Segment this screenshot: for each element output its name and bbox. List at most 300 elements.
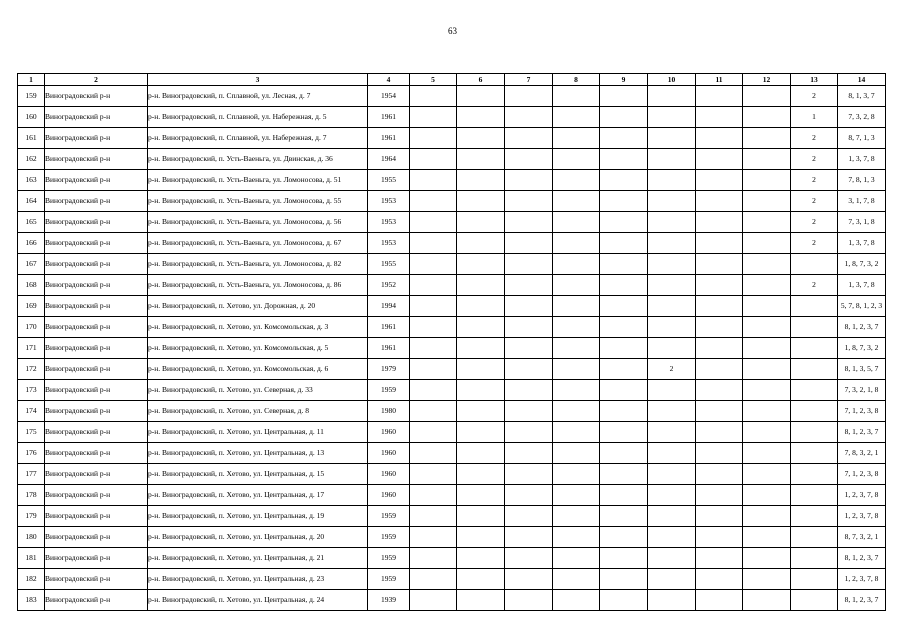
col14-cell: 7, 3, 2, 8: [838, 107, 886, 128]
empty-cell-6: [457, 338, 505, 359]
empty-cell-5: [410, 191, 457, 212]
column-header-6: 6: [457, 74, 505, 86]
empty-cell-5: [410, 422, 457, 443]
empty-cell-11: [696, 296, 743, 317]
empty-cell-6: [457, 170, 505, 191]
empty-cell-11: [696, 443, 743, 464]
empty-cell-9: [600, 548, 648, 569]
address-cell: р-н. Виноградовский, п. Хетово, ул. Центральная, д. 20: [148, 527, 368, 548]
empty-cell-9: [600, 380, 648, 401]
year-cell: 1994: [368, 296, 410, 317]
col14-cell: 8, 1, 3, 7: [838, 86, 886, 107]
empty-cell-5: [410, 149, 457, 170]
col13-cell: [791, 296, 838, 317]
year-cell: 1955: [368, 254, 410, 275]
district-cell: Виноградовский р-н: [45, 212, 148, 233]
table-row: [18, 527, 886, 548]
district-cell: Виноградовский р-н: [45, 86, 148, 107]
empty-cell-7: [505, 296, 553, 317]
year-cell: 1953: [368, 233, 410, 254]
empty-cell-5: [410, 338, 457, 359]
empty-cell-7: [505, 254, 553, 275]
empty-cell-6: [457, 317, 505, 338]
empty-cell-11: [696, 233, 743, 254]
empty-cell-11: [696, 128, 743, 149]
col14-cell: 1, 3, 7, 8: [838, 233, 886, 254]
row-number-cell: 164: [18, 191, 45, 212]
empty-cell-8: [553, 527, 600, 548]
empty-cell-11: [696, 149, 743, 170]
column-header-13: 13: [791, 74, 838, 86]
address-cell: р-н. Виноградовский, п. Усть-Ваеньга, ул. Ломоносова, д. 55: [148, 191, 368, 212]
year-cell: 1959: [368, 380, 410, 401]
column-header-2: 2: [45, 74, 148, 86]
col10-cell: [648, 548, 696, 569]
row-number-cell: 183: [18, 590, 45, 611]
empty-cell-7: [505, 569, 553, 590]
col10-cell: [648, 107, 696, 128]
empty-cell-8: [553, 107, 600, 128]
empty-cell-6: [457, 569, 505, 590]
row-number-cell: 165: [18, 212, 45, 233]
district-cell: Виноградовский р-н: [45, 359, 148, 380]
year-cell: 1954: [368, 86, 410, 107]
empty-cell-6: [457, 128, 505, 149]
empty-cell-12: [743, 86, 791, 107]
district-cell: Виноградовский р-н: [45, 380, 148, 401]
empty-cell-11: [696, 170, 743, 191]
empty-cell-8: [553, 464, 600, 485]
col10-cell: [648, 128, 696, 149]
empty-cell-6: [457, 359, 505, 380]
column-header-14: 14: [838, 74, 886, 86]
district-cell: Виноградовский р-н: [45, 548, 148, 569]
empty-cell-12: [743, 107, 791, 128]
district-cell: Виноградовский р-н: [45, 338, 148, 359]
empty-cell-9: [600, 233, 648, 254]
district-cell: Виноградовский р-н: [45, 527, 148, 548]
empty-cell-12: [743, 506, 791, 527]
address-cell: р-н. Виноградовский, п. Хетово, ул. Северная, д. 33: [148, 380, 368, 401]
empty-cell-8: [553, 422, 600, 443]
col13-cell: 1: [791, 107, 838, 128]
empty-cell-5: [410, 107, 457, 128]
column-header-11: 11: [696, 74, 743, 86]
empty-cell-6: [457, 527, 505, 548]
table-row: [18, 170, 886, 191]
year-cell: 1960: [368, 422, 410, 443]
row-number-cell: 182: [18, 569, 45, 590]
col10-cell: [648, 170, 696, 191]
empty-cell-7: [505, 380, 553, 401]
empty-cell-11: [696, 275, 743, 296]
empty-cell-12: [743, 254, 791, 275]
col10-cell: [648, 401, 696, 422]
empty-cell-9: [600, 338, 648, 359]
empty-cell-6: [457, 464, 505, 485]
empty-cell-8: [553, 485, 600, 506]
year-cell: 1961: [368, 128, 410, 149]
empty-cell-12: [743, 527, 791, 548]
address-cell: р-н. Виноградовский, п. Хетово, ул. Центральная, д. 24: [148, 590, 368, 611]
year-cell: 1959: [368, 569, 410, 590]
district-cell: Виноградовский р-н: [45, 506, 148, 527]
empty-cell-5: [410, 527, 457, 548]
address-cell: р-н. Виноградовский, п. Хетово, ул. Северная, д. 8: [148, 401, 368, 422]
address-cell: р-н. Виноградовский, п. Сплавной, ул. Набережная, д. 5: [148, 107, 368, 128]
empty-cell-9: [600, 107, 648, 128]
empty-cell-12: [743, 149, 791, 170]
address-cell: р-н. Виноградовский, п. Хетово, ул. Центральная, д. 17: [148, 485, 368, 506]
empty-cell-7: [505, 317, 553, 338]
column-header-4: 4: [368, 74, 410, 86]
year-cell: 1959: [368, 527, 410, 548]
col14-cell: 8, 1, 2, 3, 7: [838, 590, 886, 611]
empty-cell-7: [505, 86, 553, 107]
col13-cell: [791, 443, 838, 464]
empty-cell-6: [457, 401, 505, 422]
col10-cell: [648, 149, 696, 170]
address-cell: р-н. Виноградовский, п. Усть-Ваеньга, ул. Ломоносова, д. 51: [148, 170, 368, 191]
empty-cell-8: [553, 233, 600, 254]
empty-cell-6: [457, 548, 505, 569]
empty-cell-11: [696, 401, 743, 422]
empty-cell-5: [410, 380, 457, 401]
col14-cell: 3, 1, 7, 8: [838, 191, 886, 212]
address-cell: р-н. Виноградовский, п. Хетово, ул. Дорожная, д. 20: [148, 296, 368, 317]
empty-cell-6: [457, 86, 505, 107]
address-cell: р-н. Виноградовский, п. Хетово, ул. Центральная, д. 15: [148, 464, 368, 485]
empty-cell-9: [600, 485, 648, 506]
empty-cell-12: [743, 422, 791, 443]
empty-cell-12: [743, 275, 791, 296]
table-row: [18, 317, 886, 338]
empty-cell-6: [457, 233, 505, 254]
year-cell: 1960: [368, 464, 410, 485]
empty-cell-12: [743, 485, 791, 506]
year-cell: 1979: [368, 359, 410, 380]
year-cell: 1959: [368, 506, 410, 527]
col13-cell: [791, 338, 838, 359]
empty-cell-12: [743, 401, 791, 422]
address-cell: р-н. Виноградовский, п. Усть-Ваеньга, ул. Двинская, д. 36: [148, 149, 368, 170]
empty-cell-6: [457, 149, 505, 170]
column-header-12: 12: [743, 74, 791, 86]
empty-cell-11: [696, 590, 743, 611]
empty-cell-8: [553, 275, 600, 296]
row-number-cell: 174: [18, 401, 45, 422]
district-cell: Виноградовский р-н: [45, 422, 148, 443]
table-row: [18, 548, 886, 569]
col14-cell: 7, 3, 2, 1, 8: [838, 380, 886, 401]
col13-cell: [791, 527, 838, 548]
empty-cell-11: [696, 254, 743, 275]
col10-cell: 2: [648, 359, 696, 380]
empty-cell-12: [743, 128, 791, 149]
col10-cell: [648, 590, 696, 611]
empty-cell-7: [505, 443, 553, 464]
table-row: [18, 275, 886, 296]
col13-cell: 2: [791, 149, 838, 170]
housing-registry-table: [17, 73, 886, 611]
empty-cell-6: [457, 422, 505, 443]
year-cell: 1980: [368, 401, 410, 422]
col14-cell: 1, 8, 7, 3, 2: [838, 338, 886, 359]
district-cell: Виноградовский р-н: [45, 170, 148, 191]
district-cell: Виноградовский р-н: [45, 149, 148, 170]
empty-cell-8: [553, 401, 600, 422]
empty-cell-8: [553, 338, 600, 359]
empty-cell-9: [600, 212, 648, 233]
col10-cell: [648, 233, 696, 254]
empty-cell-11: [696, 338, 743, 359]
col14-cell: 8, 1, 3, 5, 7: [838, 359, 886, 380]
row-number-cell: 161: [18, 128, 45, 149]
col13-cell: [791, 359, 838, 380]
empty-cell-12: [743, 170, 791, 191]
table-row: [18, 149, 886, 170]
row-number-cell: 178: [18, 485, 45, 506]
col14-cell: 1, 3, 7, 8: [838, 149, 886, 170]
col14-cell: 7, 3, 1, 8: [838, 212, 886, 233]
empty-cell-12: [743, 548, 791, 569]
empty-cell-9: [600, 86, 648, 107]
year-cell: 1960: [368, 485, 410, 506]
col10-cell: [648, 569, 696, 590]
col10-cell: [648, 422, 696, 443]
empty-cell-7: [505, 506, 553, 527]
empty-cell-5: [410, 506, 457, 527]
district-cell: Виноградовский р-н: [45, 254, 148, 275]
empty-cell-7: [505, 128, 553, 149]
address-cell: р-н. Виноградовский, п. Хетово, ул. Центральная, д. 19: [148, 506, 368, 527]
empty-cell-7: [505, 233, 553, 254]
empty-cell-11: [696, 380, 743, 401]
empty-cell-12: [743, 296, 791, 317]
table-row: [18, 191, 886, 212]
address-cell: р-н. Виноградовский, п. Хетово, ул. Комсомольская, д. 6: [148, 359, 368, 380]
address-cell: р-н. Виноградовский, п. Хетово, ул. Центральная, д. 13: [148, 443, 368, 464]
row-number-cell: 159: [18, 86, 45, 107]
empty-cell-8: [553, 569, 600, 590]
col13-cell: [791, 485, 838, 506]
year-cell: 1953: [368, 191, 410, 212]
empty-cell-11: [696, 548, 743, 569]
empty-cell-8: [553, 443, 600, 464]
year-cell: 1955: [368, 170, 410, 191]
empty-cell-5: [410, 170, 457, 191]
row-number-cell: 160: [18, 107, 45, 128]
empty-cell-9: [600, 149, 648, 170]
table-row: [18, 86, 886, 107]
col10-cell: [648, 254, 696, 275]
empty-cell-7: [505, 170, 553, 191]
row-number-cell: 170: [18, 317, 45, 338]
empty-cell-11: [696, 212, 743, 233]
col10-cell: [648, 527, 696, 548]
district-cell: Виноградовский р-н: [45, 317, 148, 338]
address-cell: р-н. Виноградовский, п. Хетово, ул. Центральная, д. 23: [148, 569, 368, 590]
district-cell: Виноградовский р-н: [45, 443, 148, 464]
row-number-cell: 167: [18, 254, 45, 275]
empty-cell-5: [410, 254, 457, 275]
empty-cell-7: [505, 590, 553, 611]
empty-cell-6: [457, 443, 505, 464]
table-row: [18, 590, 886, 611]
empty-cell-11: [696, 191, 743, 212]
empty-cell-6: [457, 191, 505, 212]
empty-cell-12: [743, 590, 791, 611]
col13-cell: 2: [791, 233, 838, 254]
empty-cell-6: [457, 590, 505, 611]
district-cell: Виноградовский р-н: [45, 191, 148, 212]
empty-cell-8: [553, 128, 600, 149]
empty-cell-9: [600, 275, 648, 296]
col14-cell: 7, 1, 2, 3, 8: [838, 401, 886, 422]
col13-cell: [791, 569, 838, 590]
col10-cell: [648, 506, 696, 527]
address-cell: р-н. Виноградовский, п. Хетово, ул. Центральная, д. 11: [148, 422, 368, 443]
empty-cell-7: [505, 212, 553, 233]
year-cell: 1939: [368, 590, 410, 611]
table-row: [18, 422, 886, 443]
col14-cell: 7, 8, 3, 2, 1: [838, 443, 886, 464]
empty-cell-8: [553, 317, 600, 338]
empty-cell-8: [553, 212, 600, 233]
col14-cell: 7, 8, 1, 3: [838, 170, 886, 191]
empty-cell-5: [410, 128, 457, 149]
empty-cell-8: [553, 86, 600, 107]
empty-cell-6: [457, 275, 505, 296]
empty-cell-5: [410, 296, 457, 317]
empty-cell-7: [505, 527, 553, 548]
empty-cell-5: [410, 317, 457, 338]
empty-cell-7: [505, 401, 553, 422]
col10-cell: [648, 443, 696, 464]
col14-cell: 8, 1, 2, 3, 7: [838, 317, 886, 338]
table-row: [18, 107, 886, 128]
column-header-1: 1: [18, 74, 45, 86]
col13-cell: 2: [791, 191, 838, 212]
col14-cell: 1, 2, 3, 7, 8: [838, 569, 886, 590]
year-cell: 1953: [368, 212, 410, 233]
empty-cell-11: [696, 317, 743, 338]
empty-cell-11: [696, 86, 743, 107]
year-cell: 1964: [368, 149, 410, 170]
empty-cell-11: [696, 569, 743, 590]
empty-cell-7: [505, 338, 553, 359]
district-cell: Виноградовский р-н: [45, 569, 148, 590]
empty-cell-5: [410, 569, 457, 590]
empty-cell-9: [600, 296, 648, 317]
empty-cell-5: [410, 359, 457, 380]
table-row: [18, 296, 886, 317]
empty-cell-9: [600, 422, 648, 443]
address-cell: р-н. Виноградовский, п. Хетово, ул. Центральная, д. 21: [148, 548, 368, 569]
empty-cell-5: [410, 485, 457, 506]
empty-cell-11: [696, 359, 743, 380]
empty-cell-9: [600, 128, 648, 149]
row-number-cell: 175: [18, 422, 45, 443]
table-row: [18, 380, 886, 401]
year-cell: 1959: [368, 548, 410, 569]
empty-cell-9: [600, 191, 648, 212]
row-number-cell: 177: [18, 464, 45, 485]
district-cell: Виноградовский р-н: [45, 464, 148, 485]
table-body: [18, 86, 886, 611]
empty-cell-7: [505, 107, 553, 128]
col14-cell: 1, 2, 3, 7, 8: [838, 485, 886, 506]
empty-cell-12: [743, 233, 791, 254]
empty-cell-9: [600, 443, 648, 464]
address-cell: р-н. Виноградовский, п. Хетово, ул. Комсомольская, д. 3: [148, 317, 368, 338]
column-header-7: 7: [505, 74, 553, 86]
col10-cell: [648, 275, 696, 296]
empty-cell-8: [553, 590, 600, 611]
empty-cell-6: [457, 296, 505, 317]
empty-cell-6: [457, 107, 505, 128]
empty-cell-8: [553, 170, 600, 191]
table-row: [18, 254, 886, 275]
col10-cell: [648, 296, 696, 317]
empty-cell-8: [553, 254, 600, 275]
empty-cell-6: [457, 380, 505, 401]
district-cell: Виноградовский р-н: [45, 485, 148, 506]
row-number-cell: 168: [18, 275, 45, 296]
empty-cell-8: [553, 359, 600, 380]
district-cell: Виноградовский р-н: [45, 296, 148, 317]
col14-cell: 1, 3, 7, 8: [838, 275, 886, 296]
row-number-cell: 162: [18, 149, 45, 170]
table-row: [18, 359, 886, 380]
empty-cell-12: [743, 338, 791, 359]
col13-cell: 2: [791, 275, 838, 296]
empty-cell-7: [505, 191, 553, 212]
col10-cell: [648, 485, 696, 506]
col14-cell: 8, 1, 2, 3, 7: [838, 548, 886, 569]
empty-cell-11: [696, 506, 743, 527]
table-row: [18, 233, 886, 254]
col13-cell: 2: [791, 128, 838, 149]
empty-cell-12: [743, 464, 791, 485]
empty-cell-7: [505, 548, 553, 569]
empty-cell-11: [696, 485, 743, 506]
empty-cell-9: [600, 170, 648, 191]
col13-cell: [791, 464, 838, 485]
address-cell: р-н. Виноградовский, п. Усть-Ваеньга, ул. Ломоносова, д. 67: [148, 233, 368, 254]
year-cell: 1961: [368, 107, 410, 128]
empty-cell-5: [410, 212, 457, 233]
empty-cell-9: [600, 464, 648, 485]
col13-cell: [791, 590, 838, 611]
col13-cell: [791, 422, 838, 443]
col14-cell: 1, 8, 7, 3, 2: [838, 254, 886, 275]
col14-cell: 8, 1, 2, 3, 7: [838, 422, 886, 443]
empty-cell-8: [553, 296, 600, 317]
column-header-3: 3: [148, 74, 368, 86]
district-cell: Виноградовский р-н: [45, 590, 148, 611]
empty-cell-9: [600, 506, 648, 527]
row-number-cell: 166: [18, 233, 45, 254]
empty-cell-11: [696, 107, 743, 128]
col13-cell: 2: [791, 86, 838, 107]
address-cell: р-н. Виноградовский, п. Сплавной, ул. Лесная, д. 7: [148, 86, 368, 107]
empty-cell-7: [505, 359, 553, 380]
page-number: 63: [448, 26, 457, 36]
empty-cell-9: [600, 590, 648, 611]
row-number-cell: 181: [18, 548, 45, 569]
col13-cell: [791, 380, 838, 401]
